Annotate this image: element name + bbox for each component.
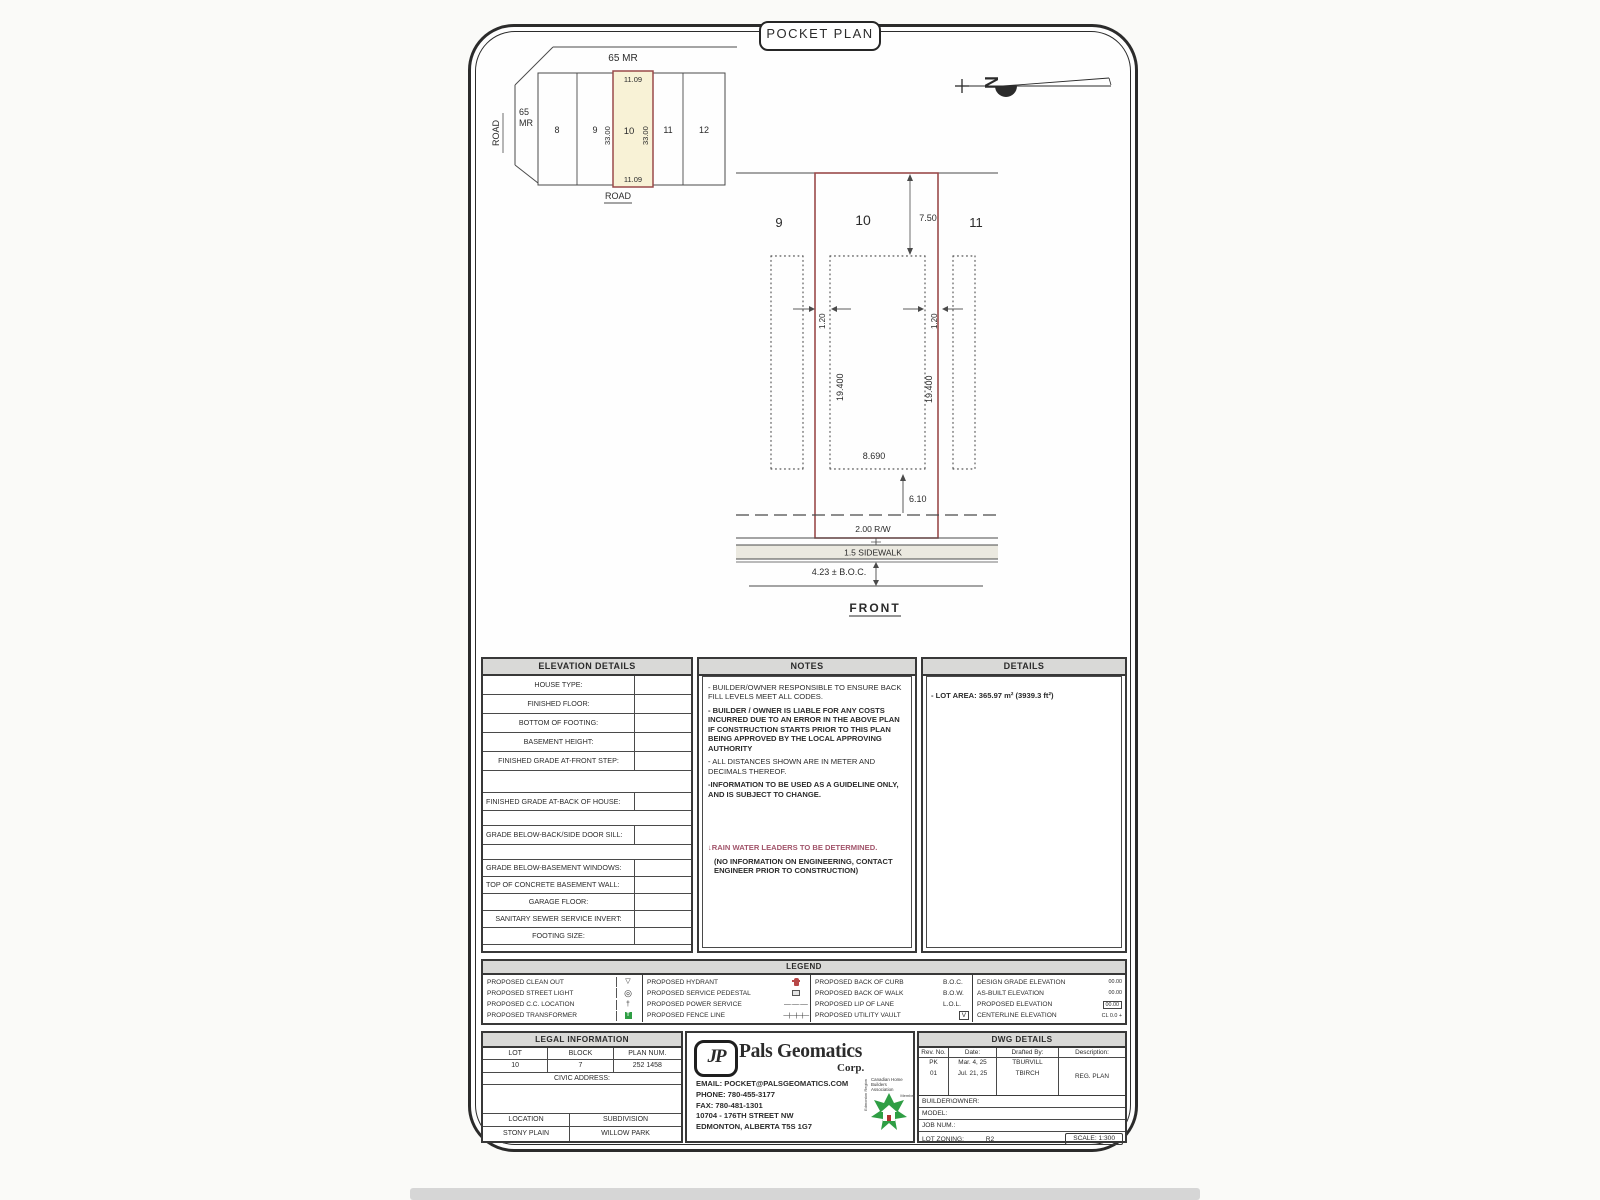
key-plan-mr-left-line1: 65 [519,107,530,117]
company-panel [685,1031,915,1143]
chba-association-text: Canadian Home Builders Association [871,1077,903,1092]
key-plan-lot-11: 11 [663,125,673,135]
table-row [483,793,691,811]
rain-water-warning-sub: (NO INFORMATION ON ENGINEERING, CONTACT ENGINEER PRIOR TO CONSTRUCTION) [714,856,893,876]
date-header: Date: [949,1048,997,1058]
notes-title: NOTES [699,659,915,676]
lot-area-value: - LOT AREA: 365.97 m² (3939.3 ft²) [931,691,1054,700]
drafted-blank [997,1080,1059,1095]
table-row [483,695,691,714]
rev-2: 01 [919,1069,949,1080]
key-plan-dim-left: 33.00 [603,126,612,145]
row-value [634,826,691,844]
company-corp: Corp. [837,1062,865,1074]
subdivision-header: SUBDIVISION [602,1116,649,1123]
legend-item: PROPOSED BACK OF CURB B.O.C. [815,978,963,986]
row-label: FOOTING SIZE: [532,931,585,941]
table-row [483,752,691,771]
table-row [483,911,691,928]
dim-front-yard: 6.10 [909,494,927,504]
rev-blank [919,1080,949,1095]
clean-out-icon: ▽ [625,978,631,985]
table-spacer-row [483,845,691,860]
dwg-details-panel [917,1031,1127,1143]
key-plan-lot-12: 12 [698,125,710,135]
north-arrow [951,61,1116,105]
rain-water-warning: ↓RAIN WATER LEADERS TO BE DETERMINED. [708,843,878,853]
legend-item: PROPOSED HYDRANT [647,977,807,987]
location-value-row [483,1127,681,1141]
site-plan-drawing [733,161,1001,631]
legend-item: PROPOSED CLEAN OUT ▽ [487,978,631,986]
row-label: GRADE BELOW-BACK/SIDE DOOR SILL: [486,830,623,840]
legal-value-row [483,1060,681,1073]
row-value [634,877,691,893]
company-fax: FAX: 780-481-1301 [696,1100,763,1110]
legend-column-4 [973,975,1125,1022]
transformer-icon: T [626,1012,630,1019]
job-num-row: JOB NUM.: [919,1120,1125,1132]
table-row [483,676,691,695]
key-plan-mr-top-label: 65 MR [608,53,638,64]
boc-dimension-label: 4.23 ± B.O.C. [811,567,867,577]
as-built-elevation-icon: 00.00 [1108,990,1122,997]
note-item: - BUILDER/OWNER RESPONSIBLE TO ENSURE BACK FILL LEVELS MEET ALL CODES. [708,683,902,702]
key-plan-road-left-label: ROAD [491,119,501,147]
legend-item: PROPOSED LIP OF LANE L.O.L. [815,1001,961,1009]
power-service-line-icon: —··—··—· [784,1001,808,1008]
elevation-details-panel [481,657,693,953]
legend-panel [481,959,1127,1025]
row-label: FINISHED FLOOR: [527,699,590,709]
builder-owner-row: BUILDER\OWNER: [919,1096,1125,1108]
chba-logo [863,1077,913,1141]
model-row: MODEL: [919,1108,1125,1120]
front-label: FRONT [849,601,901,615]
chba-maple-leaf-house-icon [869,1092,909,1132]
row-value [634,752,691,770]
key-plan-lot-8: 8 [554,125,560,135]
note-item: - ALL DISTANCES SHOWN ARE IN METER AND DECIMALS THEREOF. [708,757,876,776]
hydrant-icon [794,978,799,986]
date-2: Jul. 21, 25 [949,1069,997,1080]
site-lot-11-label: 11 [969,215,983,230]
row-label: SANITARY SEWER SERVICE INVERT: [495,914,622,924]
table-row [483,877,691,894]
legend-column-1 [483,975,643,1022]
plan-num-value: 252 1458 [632,1062,662,1069]
table-row [483,928,691,945]
row-label: TOP OF CONCRETE BASEMENT WALL: [486,880,620,890]
legal-information-title: LEGAL INFORMATION [483,1033,681,1048]
row-value [634,733,691,751]
civic-address-row [483,1073,681,1085]
legend-item: PROPOSED POWER SERVICE —··—··—· [647,1001,808,1009]
elevation-details-table [483,676,691,945]
company-contact [696,1079,848,1133]
row-value [634,676,691,694]
key-plan-mr-left-line2: MR [519,118,533,128]
rev-1: PK [919,1058,949,1069]
company-name: Pals Geomatics [739,1041,863,1062]
row-label: GARAGE FLOOR: [528,897,589,907]
date-1: Mar. 4, 25 [949,1058,997,1069]
horizontal-scrollbar-track[interactable] [410,1188,1200,1200]
legend-item: DESIGN GRADE ELEVATION 00.00 [977,978,1122,986]
site-lot-10-label: 10 [855,212,871,228]
right-of-way-label: 2.00 R/W [855,524,891,534]
details-body [926,676,1122,948]
legend-item: PROPOSED UTILITY VAULT V [815,1011,969,1021]
row-label: FINISHED GRADE AT-FRONT STEP: [498,756,619,766]
cc-location-icon: † [626,1000,630,1008]
legend-column-3 [811,975,973,1022]
dim-front-setback: 7.50 [919,213,937,223]
legend-item: PROPOSED BACK OF WALK B.O.W. [815,989,964,997]
description-header: Description: [1059,1048,1125,1058]
zoning-row [919,1132,1125,1146]
row-value [634,894,691,910]
drafted-by-1: TBURVILL [997,1058,1059,1069]
sidewalk-label: 1.5 SIDEWALK [844,547,902,558]
legend-item: AS-BUILT ELEVATION 00.00 [977,989,1122,997]
dwg-details-title: DWG DETAILS [919,1033,1125,1048]
building-envelope-dotted [771,256,975,469]
design-grade-elevation-icon: 00.00 [1108,979,1122,985]
row-label: BOTTOM OF FOOTING: [518,718,599,728]
elevation-details-title: ELEVATION DETAILS [483,659,691,676]
block-header: BLOCK [548,1048,613,1059]
row-value [634,695,691,713]
details-panel [921,657,1127,953]
lot-value: 10 [483,1060,548,1072]
page-title: POCKET PLAN [759,21,881,51]
table-row [483,860,691,877]
service-pedestal-icon [792,990,800,996]
key-plan-lot-10: 10 [623,126,635,137]
legal-information-panel [481,1031,683,1143]
lot-zoning-label: LOT ZONING: [922,1135,965,1143]
dim-side-right: 1.20 [930,313,939,329]
legend-column-2 [643,975,811,1022]
site-lot-9-label: 9 [775,215,783,230]
dwg-revision-table [919,1048,1125,1096]
row-label: FINISHED GRADE AT-BACK OF HOUSE: [486,796,621,806]
row-label: HOUSE TYPE: [534,680,583,690]
civic-address-blank [483,1085,681,1113]
key-plan-road-bottom-label: ROAD [604,191,632,201]
lot-10-boundary [815,173,938,538]
subdivision-value: WILLOW PARK [601,1130,650,1137]
notes-body [702,676,912,948]
note-item: - BUILDER / OWNER IS LIABLE FOR ANY COSTS INCURRED DUE TO AN ERROR IN THE ABOVE PLAN IF CONSTRUCTION STARTS PRIOR TO THIS PLAN BEING APPROVED BY THE LOCAL APPROVING AUTHORITY [708,705,900,753]
location-header-row [483,1113,681,1127]
notes-panel [697,657,917,953]
lot-zoning-value: R2 [985,1135,995,1143]
company-address-1: 10704 - 176TH STREET NW [696,1111,794,1121]
row-value [634,860,691,876]
lot-header: LOT [483,1048,548,1059]
legend-item: PROPOSED ELEVATION 00.00 [977,1000,1122,1010]
fence-line-icon: —|—|—|— [783,1012,809,1019]
dim-side-left: 1.20 [818,313,827,329]
street-light-icon: ◎ [624,988,632,999]
legend-item: PROPOSED C.C. LOCATION † [487,1000,630,1009]
civic-address-label: CIVIC ADDRESS: [553,1075,610,1082]
row-label: BASEMENT HEIGHT: [523,737,594,747]
plan-num-header: PLAN NUM. [628,1050,667,1057]
row-value [634,714,691,732]
drafted-by-header: Drafted By: [997,1048,1059,1058]
dim-depth-left: 19.400 [835,373,845,401]
table-row [483,826,691,845]
key-plan-lot-9: 9 [592,125,598,135]
legend-item: PROPOSED FENCE LINE —|—|—|— [647,1012,809,1020]
table-row [483,714,691,733]
key-plan-dim-right: 33.00 [641,126,650,145]
location-header: LOCATION [483,1114,570,1126]
company-phone: PHONE: 780-455-3177 [696,1089,775,1099]
date-blank [949,1080,997,1095]
row-value [634,793,691,810]
details-title: DETAILS [923,659,1125,676]
table-spacer-row [483,811,691,826]
chba-region-text: Edmonton Region [863,1078,868,1111]
drafted-by-2: TBIRCH [997,1069,1059,1080]
key-plan-dim-bottom: 11.09 [623,175,643,184]
proposed-elevation-icon: 00.00 [1103,1001,1123,1009]
row-value [634,928,691,944]
centerline-elevation-icon: CL 0.0 + [1101,1012,1122,1019]
chba-member-text: Member [900,1093,915,1098]
legend-item: PROPOSED SERVICE PEDESTAL [647,988,807,998]
row-label: GRADE BELOW-BASEMENT WINDOWS: [486,863,622,873]
company-address-2: EDMONTON, ALBERTA T5S 1G7 [696,1122,813,1132]
key-plan-dim-top: 11.09 [623,75,643,84]
rev-no-header: Rev. No. [919,1048,949,1058]
table-row [483,733,691,752]
pocket-plan-sheet [468,24,1138,1152]
legal-header-row [483,1048,681,1060]
legend-item: PROPOSED STREET LIGHT ◎ [487,988,632,999]
north-letter: N [981,76,1001,89]
dim-rear-width: 8.690 [862,451,886,461]
dim-depth-right: 19.400 [924,375,934,403]
block-value: 7 [548,1060,613,1072]
company-logo: JP [694,1040,738,1077]
note-item: -INFORMATION TO BE USED AS A GUIDELINE ONLY, AND IS SUBJECT TO CHANGE. [708,780,899,799]
legend-item: PROPOSED TRANSFORMER T [487,1012,630,1020]
table-spacer-row [483,771,691,793]
legend-item: CENTERLINE ELEVATION CL 0.0 + [977,1012,1122,1020]
row-value [634,911,691,927]
table-row [483,894,691,911]
location-value: STONY PLAIN [483,1127,570,1141]
description-value: REG. PLAN [1074,1072,1110,1080]
key-plan-drawing [485,41,751,237]
legend-title: LEGEND [483,961,1125,975]
scale-value: SCALE: 1:300 [1065,1133,1123,1145]
company-email: EMAIL: POCKET@PALSGEOMATICS.COM [696,1079,849,1088]
utility-vault-icon: V [959,1011,969,1020]
